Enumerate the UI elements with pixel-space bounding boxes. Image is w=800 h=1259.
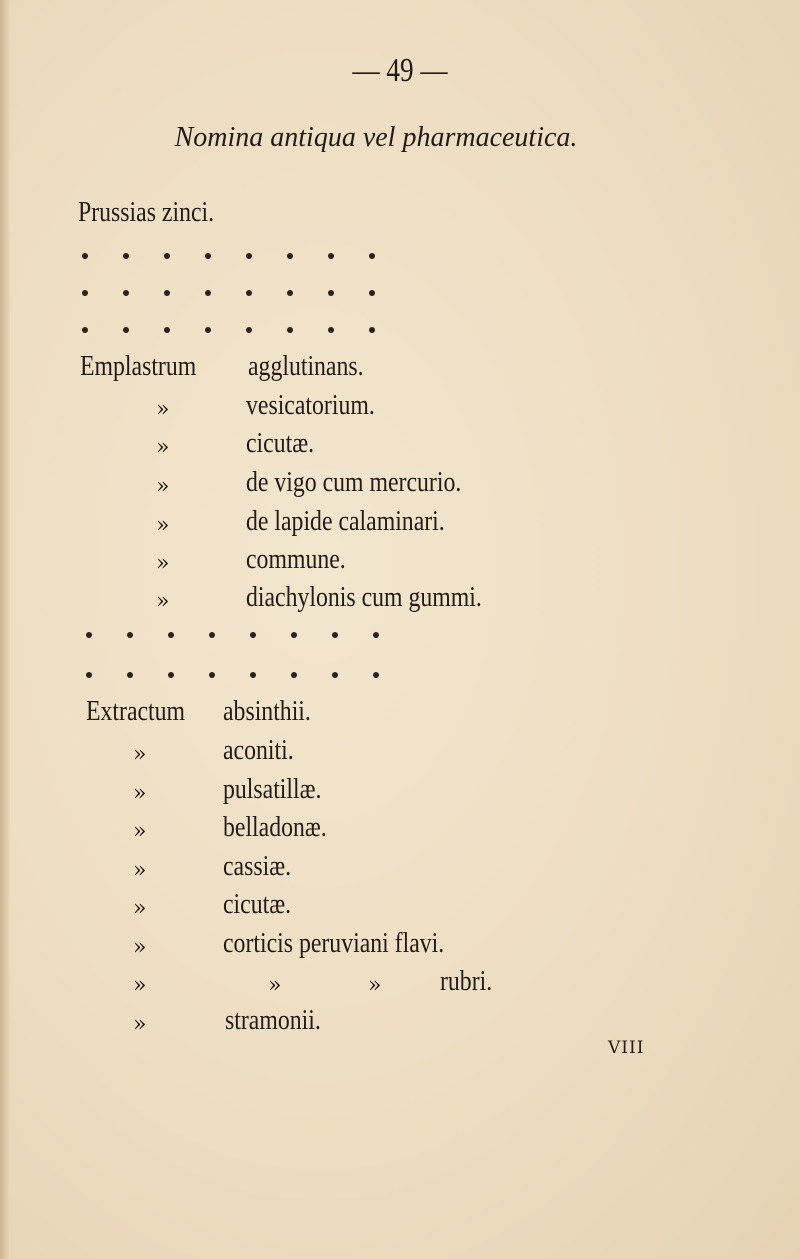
ditto-mark: » [133, 973, 147, 998]
emplastrum-item: diachylonis cum gummi. [246, 581, 482, 613]
emplastrum-item: vesicatorium. [246, 389, 375, 421]
extractum-item: belladonæ. [223, 811, 327, 843]
emplastrum-item: de lapide calaminari. [246, 505, 445, 537]
ditto-mark: » [156, 474, 170, 499]
ellipsis-row [82, 290, 410, 296]
extractum-item: cicutæ. [223, 888, 292, 920]
page-binding-edge [0, 0, 10, 1259]
ditto-mark: » [156, 513, 170, 538]
ditto-mark: » [133, 742, 147, 767]
ditto-mark: » [133, 781, 147, 806]
ellipsis-row [86, 632, 414, 638]
ditto-mark: » [133, 858, 147, 883]
page-number: — 49 — [352, 52, 448, 89]
ellipsis-row [82, 327, 410, 333]
emplastrum-item: agglutinans. [248, 350, 364, 382]
extractum-item: absinthii. [223, 695, 311, 727]
ditto-mark: » [133, 935, 147, 960]
extractum-item: pulsatillæ. [223, 773, 322, 805]
ditto-mark: » [156, 397, 170, 422]
extractum-item: aconiti. [223, 734, 294, 766]
ellipsis-row [86, 672, 414, 678]
ditto-mark: » [133, 819, 147, 844]
ditto-mark: » [156, 435, 170, 460]
extractum-head: Extractum [86, 695, 186, 727]
page-heading: Nomina antiqua vel pharmaceutica. [174, 122, 578, 153]
ditto-mark: » [133, 896, 147, 921]
ditto-mark: » [133, 1012, 147, 1037]
emplastrum-item: de vigo cum mercurio. [246, 466, 462, 498]
emplastrum-item: commune. [246, 543, 346, 575]
ditto-mark: » [368, 973, 382, 998]
ditto-mark: » [156, 551, 170, 576]
extractum-item: cassiæ. [223, 850, 292, 882]
extractum-item: rubri. [440, 965, 493, 997]
signature-mark: VIII [608, 1038, 645, 1058]
emplastrum-head: Emplastrum [80, 350, 197, 382]
ellipsis-row [82, 253, 410, 259]
extractum-item: corticis peruviani flavi. [223, 927, 445, 959]
extractum-item: stramonii. [225, 1004, 321, 1036]
emplastrum-item: cicutæ. [246, 427, 315, 459]
ditto-mark: » [268, 973, 282, 998]
ditto-mark: » [156, 589, 170, 614]
entry-prussias-zinci: Prussias zinci. [78, 196, 215, 228]
